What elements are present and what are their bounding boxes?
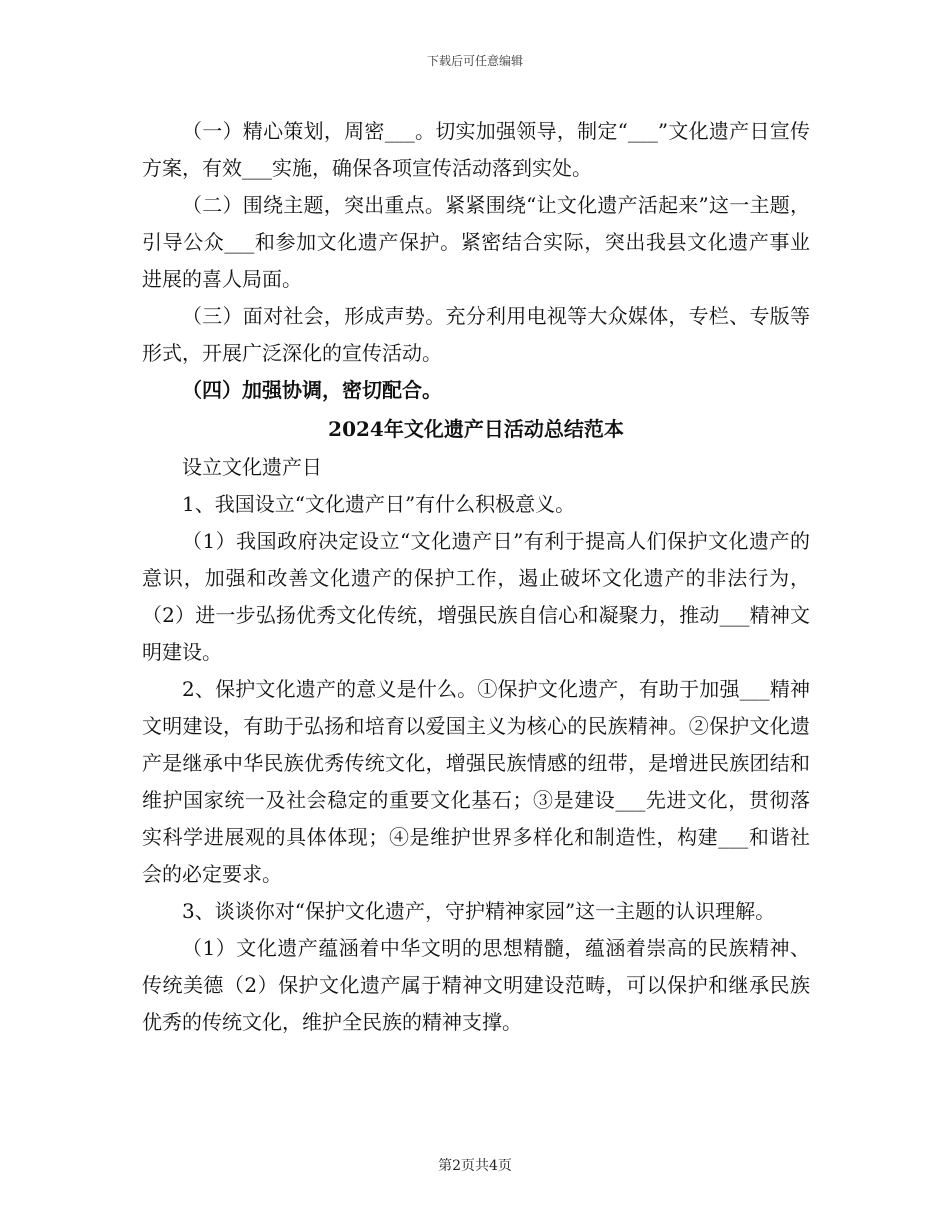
paragraph-1: （一）精心策划，周密___。切实加强领导，制定“___”文化遗产日宣传方案，有效___实施，确保各项宣传活动落到实处。 bbox=[142, 119, 810, 180]
paragraph-9: 3、谈谈你对“保护文化遗产，守护精神家园”这一主题的认识理解。 bbox=[182, 899, 776, 923]
paragraph-8: 2、保护文化遗产的意义是什么。①保护文化遗产，有助于加强___精神文明建设，有助于弘扬和培育以爱国主义为核心的民族精神。②保护文化遗产是继承中华民族优秀传统文化，增强民族情感的纽带，是增进民族团结和维护国家统一及社会稳定的重要文化基石；③是建设___先进文化，贯彻落实科学进展观的具体体现；④是维护世界多样化和制造性，构建___和谐社会的必定要求。 bbox=[142, 677, 810, 886]
document-body bbox=[142, 113, 810, 1041]
paragraph-4: （四）加强协调，密切配合。 bbox=[182, 378, 442, 402]
paragraph-10: （1）文化遗产蕴涵着中华文明的思想精髓，蕴涵着崇高的民族精神、传统美德（2）保护文化遗产属于精神文明建设范畴，可以保护和继承民族优秀的传统文化，维护全民族的精神支撑。 bbox=[142, 936, 810, 1034]
page-footer: 第2页共4页 bbox=[438, 1158, 512, 1174]
paragraph-2: （二）围绕主题，突出重点。紧紧围绕“让文化遗产活起来”这一主题，引导公众___和参加文化遗产保护。紧密结合实际，突出我县文化遗产事业进展的喜人局面。 bbox=[142, 193, 810, 291]
paragraph-3: （三）面对社会，形成声势。充分利用电视等大众媒体，专栏、专版等形式，开展广泛深化的宣传活动。 bbox=[142, 304, 810, 365]
paragraph-7: （1）我国政府决定设立“文化遗产日”有利于提高人们保护文化遗产的意识，加强和改善文化遗产的保护工作，遏止破坏文化遗产的非法行为，（2）进一步弘扬优秀文化传统，增强民族自信心和凝聚力，推动___精神文明建设。 bbox=[142, 529, 810, 664]
paragraph-6: 1、我国设立“文化遗产日”有什么积极意义。 bbox=[182, 492, 576, 516]
section-title: 2024年文化遗产日活动总结范本 bbox=[328, 417, 624, 441]
page-header: 下载后可任意编辑 bbox=[426, 54, 523, 68]
paragraph-5: 设立文化遗产日 bbox=[182, 455, 322, 479]
